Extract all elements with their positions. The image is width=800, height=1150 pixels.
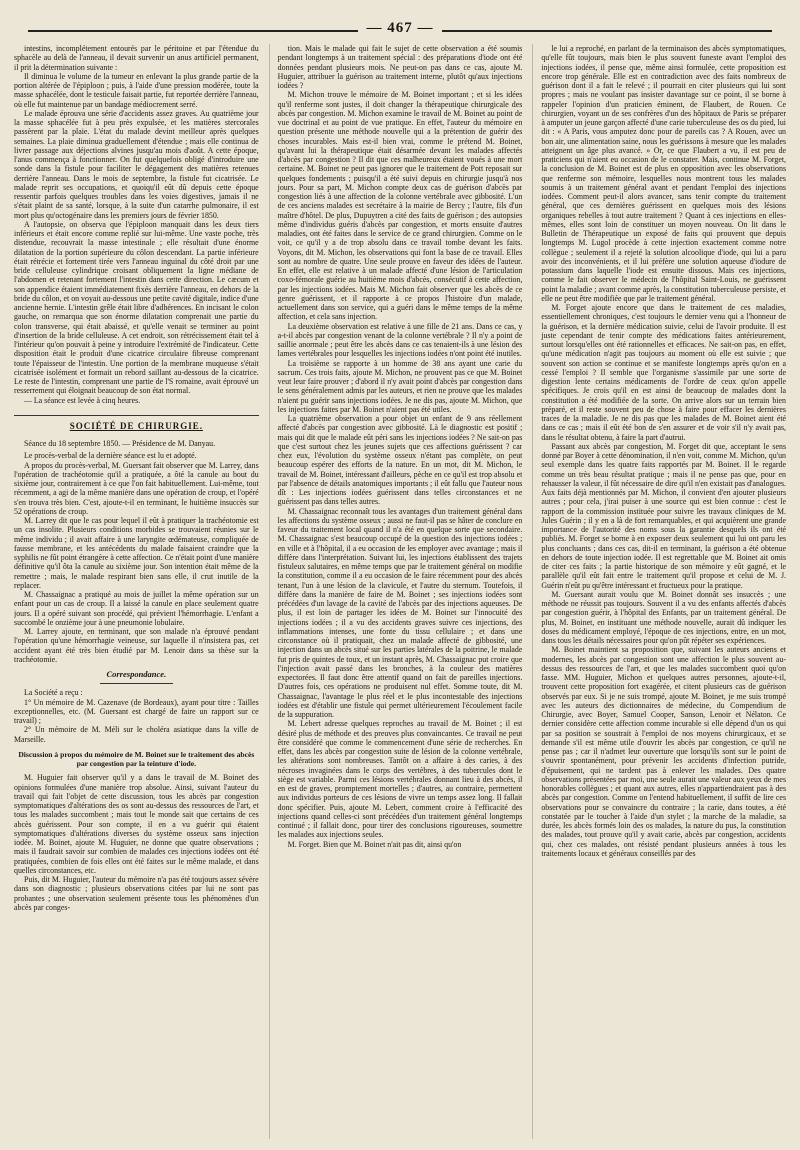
paragraph: M. Lebert adresse quelques reproches au travail de M. Boinet ; il est désiré plus de méthode et des preuves plus convaincantes. Ce travail ne peut être considéré que comme le commencement d'une série de recherches. En effet, dans les abcès par congestion suite de lésion de la colonne vertébrale, les altérations sont nombreuses. Tantôt on a affaire à des caries, à des nécroses invaginées dans le corps des vertèbres, à des tubercules dont le siège est variable. Parmi ces lésions vertébrales donnant lieu à des abcès, il en est de graves, promptement mortelles ; d'autres, au contraire, permettent aux individus porteurs de ces lésions de vivre un temps assez long. Il fallait donc spécifier. Puis, ajoute M. Lebert, comment croire à l'efficacité des injections quand celles-ci sont précédées d'un traitement général longtemps continué ; il fallait donc, pour tirer des conclusions rigoureuses, soumettre les malades aux injections seules. xyxy=(277,719,523,840)
paragraph: M. Forget. Bien que M. Boinet n'ait pas dit, ainsi qu'on xyxy=(287,839,462,849)
paragraph: A l'autopsie, on observa que l'épiploon manquait dans les deux tiers inférieurs et était encore comme replié sur lui-même. Une vaste poche, très distendue, recouvrait la masse intestinale ; elle résultait d'une énorme dilatation de la portion supérieure du côlon descendant. La partie inférieure était rétrécie et fortement tirée vers l'anneau inguinal du côté droit par une bride celluleuse cylindrique croisant obliquement la ligne médiane de l'abdomen et retenant fortement l'intestin dans cette direction. Le cæcum et son appendice étaient immédiatement fixés derrière l'anneau, en dehors de la bride du côlon, et on voyait au-dessous une petite cavité digitale, indice d'une ancienne hernie. L'intestin grêle était libre d'adhérences. En incisant le colon gauche, on remarqua que son énorme dilatation comprenait une partie du colon transverse, qui était abaissé, et qu'elle venait se terminer au point d'insertion de la bride celluleuse. A cet endroit, son rétrécissement était tel à l'intérieur qu'on pouvait à peine y introduire l'extrémité de l'indicateur. Cette disposition était le produit d'une cicatrice circulaire fibreuse comprenant toute l'épaisseur de l'intestin. Une portion de la membrane muqueuse s'était cicatrisée isolément et formait un rebord saillant au-dessous de la cicatrice. Le reste de l'intestin, comprenant une partie de l'S romaine, avait éprouvé un resserrement qui éloignait beaucoup de son état normal. xyxy=(14,219,259,396)
paragraph: M. Boinet maintient sa proposition que, suivant les auteurs anciens et modernes, les abcès par congestion sont une affection le plus souvent au-dessus des ressources de l'art, et que les malades succombent quoi qu'on fasse. MM. Huguier, Michon et quelques autres personnes, ajoute-t-il, trouvent cette proposition fort exagérée, et citent plusieurs cas de guérison observés par eux. Si je ne suis trompé, ajoute M. Boinet, je me suis trompé avec les auteurs des dictionnaires de médecine, du Compendium de Chirurgie, avec Boyer, Samuel Cooper, Sanson, Lenoir et Nélaton. Ce dernier considère cette affection comme incurable si elle dépend d'un os qui par sa position se soustrait à l'emploi de nos moyens chirurgicaux, et se demande s'il est même utile d'ouvrir les abcès par congestion, ce qu'il ne pense pas ; car il n'admet leur ouverture que lorsqu'ils sont sur le point de s'ouvrir spontanément, pour prévenir les accidents d'infection putride, d'épuisement, qui ne tardent pas à enlever les malades. Des quatre observations présentées par moi, une seule aurait une valeur aux yeux de mes honorables collègues ; et quant aux autres, elles n'appartiendraient pas à des abcès par congestion. Comme on l'entend habituellement, il suffit de lire ces observations pour se convaincre du contraire ; la carie, dans toutes, a été constatée par le toucher à l'aide d'un stylet ; la marche de la maladie, sa durée, les abcès formés loin des os malades, la nature du pus, la constitution des malades, tout prouve qu'il y avait carie, abcès par congestion, accidents qui, chez ces malades, ont résisté pendant plusieurs années à tous les traitements locaux et généraux conseillés par des xyxy=(541,645,787,858)
paragraph: La quatrième observation a pour objet un enfant de 9 ans réellement affecté d'abcès par congestion avec gibbosité. Là le diagnostic est positif ; mais qui dit que le malade eût péri sans les injections iodées ? Ne sait-on pas que c'est surtout chez les jeunes sujets que ces affections guérissent ? car chez eux, l'évolution du système osseux n'étant pas complète, on peut beaucoup espérer des efforts de la nature. En un mot, dit M. Michon, le travail de M. Boinet, intéressant d'ailleurs, pèche en ce qu'il est trop absolu et par l'absence de détails anatomiques importants ; il eût fallu que l'auteur nous dît : Les injections iodées guérissent dans telles circonstances et ne guérissent pas dans telles autres. xyxy=(277,414,523,507)
paragraph: Le procès-verbal de la dernière séance est lu et adopté. xyxy=(24,451,197,461)
paragraph: M. Larrey ajoute, en terminant, que son malade n'a éprouvé pendant l'opération qu'une hémorrhagie veineuse, sur laquelle il n'insistera pas, cet accident ayant été très bien étudié par M. Lenoir dans sa thèse sur la trachéotomie. xyxy=(14,627,259,664)
paragraph: Passant aux abcès par congestion, M. Forget dit que, acceptant le sens donné par Boyer à cette dénomination, il n'en voit, comme M. Michon, qu'un seul exemple dans les quatre faits rapportés par M. Boinet. Il le regarde comme un très beau résultat pratique ; mais il ne pense pas que, pour en rehausser la valeur, il fût nécessaire de dire qu'il n'en existait pas d'analogues. Aux faits déjà mentionnés par M. Michon, il convient d'en ajouter plusieurs autres ; pour cela, j'irai puiser à une source qui est bien connue : c'est le rapport de la commission instituée pour suivre les travaux cliniques de M. Jules Guérin ; il y en a là de fort remarquables, et qui acquièrent une grande importance de l'autorité des noms sous la garantie desquels ils ont été publiés. M. Forget se borne à en exposer deux seulement qui lui ont paru les plus concluants ; dans ces cas, dit-il en terminant, la guérison a été obtenue en dehors de toute injection iodée. Il est regrettable que M. Boinet ait omis de citer ces faits ; la partie historique de son mémoire y eût gagné, et le parallèle qu'il eût fait entre le traitement qu'il propose et celui de M. J. Guérin n'eût pu qu'être intéressant et fructueux pour la pratique. xyxy=(541,441,787,590)
page-number: — 467 — xyxy=(366,20,434,36)
paragraph: La deuxième observation est relative à une fille de 21 ans. Dans ce cas, y a-t-il abcès par congestion venant de la colonne vertébrale ? Il n'y a point de saillie anormale ; peut être les abcès dans ce cas tenaient-ils à une lésion des lames vertébrales pour lesquelles les injections iodées n'ont point été inutiles. xyxy=(277,321,523,359)
paragraph: Il diminua le volume de la tumeur en enlevant la plus grande partie de la portion altérée de l'épiploon ; puis, à l'aide d'une pression modérée, toute la masse sphacélée, dont le testicule faisait partie, fut reportée derrière l'anneau, où elle fut maintenue par un bandage médiocrement serré. xyxy=(14,71,259,109)
paragraph: M. Michon trouve le mémoire de M. Boinet important ; et si les idées qu'il renferme sont justes, il doit changer la thérapeutique chirurgicale des abcès par congestion. M. Michon examine le travail de M. Boinet au point de vue doctrinal et au point de vue pratique. En effet, l'auteur du mémoire en question présente une méthode nouvelle qui a la prétention de guérir des choses incurables. Mais est-il bien vrai, comme le prétend M. Boinet, qu'avant lui la thérapeutique était désarmée devant les malades affectés d'abcès par congestion ? Il dit que ces malheureux étaient voués à une mort certaine. M. Boinet ne peut pas ignorer que le traitement de Pott reposait sur quelques fondements ; puisqu'il a été suivi depuis en chirurgie jusqu'à nos jours. Pour sa part, M. Michon compte deux cas de guérison d'abcès par congestion liés à une affection de la colonne vertébrale avec gibbosité. L'un de ces anciens malades est secrétaire à la mairie de Bercy ; l'autre, fils d'un maître d'hôtel. De plus, Dupuytren a cité des faits de guérison ; des autopsies même d'individus guéris d'abcès par congestion, et morts ensuite d'autres maladies, ont été faites dans le service de ce grand chirurgien. Comme on le voit, ce qu'il y a de trop absolu dans ce travail tombe devant les faits. Voyons, dit M. Michon, les observations qui font la base de ce travail. Elles sont au nombre de quatre. Une seule prouve en faveur des idées de l'auteur. En effet, elle est relative à un malade affecté d'une lésion de l'articulation coxo-fémorale guérie au huitième mois d'abcès, consécutif à cette affection, par les injections iodées. Mais M. Michon fait observer que les abcès de ce genre guérissent, et il rapporte à ce propos l'histoire d'un malade, actuellement dans son service, qui a guéri dans le même temps de la même affection, et cela sans injection. xyxy=(277,90,523,322)
paragraph: A propos du procès-verbal, M. Guersant fait observer que M. Larrey, dans l'opération de trachéotomie qu'il a pratiquée, a ôté la canule au bout du sixième jour, contrairement à ce que l'on fait habituellement. Lui-même, tout récemment, a agi de la même manière dans une opération de croup, et l'opéré s'en trouva très bien. C'est, ajoute-t-il en terminant, le huitième insuccès sur 52 opérations de croup. xyxy=(14,460,259,516)
section-divider xyxy=(14,415,259,416)
paragraph: tion. Mais le malade qui fait le sujet de cette observation a été soumis pendant longtemps à un traitement spécial : des préparations d'iode ont été données pendant plusieurs mois. Ne peut-on pas dans ce cas, ajoute M. Huguier, attribuer la guérison au traitement interne, plutôt qu'aux injections iodées ? xyxy=(277,44,523,90)
paragraph: M. Larrey dit que le cas pour lequel il eût à pratiquer la trachéotomie est un cas insolite. Plusieurs conditions morbides se trouvaient réunies sur le même individu ; il avait affaire à une laryngite œdémateuse, compliquée de fausse membrane, et les antécédents du malade faisaient craindre que la syphilis ne fût point étrangère à cette affection. Ce n'était point d'une manière définitive qu'il ôta la canule au sixième jour. Son intention était même de la remettre ; mais, le malade respirant bien sans elle, il crut inutile de la replacer. xyxy=(14,516,259,590)
column-3 xyxy=(532,44,786,1139)
society-title: SOCIÉTÉ DE CHIRURGIE. xyxy=(69,420,203,431)
paragraph: M. Chassaignac a pratiqué au mois de juillet la même opération sur un enfant pour un cas de croup. Il a laissé la canule en place seulement quatre jours. Il a opéré suivant son procédé, qui prévient l'hémorrhagie. L'enfant a succombé le onzième jour à une pneumonie lobulaire. xyxy=(14,590,259,627)
paragraph: M. Forget ajoute encore que dans le traitement de ces maladies, essentiellement chroniques, c'est toujours le dernier venu qui a l'honneur de la guérison, et la dernière médication suivie, celui de l'avoir produite. Il est juste cependant de tenir compte des médications faites antérieurement, surtout lorsqu'elles ont été rationnelles et efficaces. Ne sait-on pas, en effet, qu'une médication n'agit pas toujours au moment où elle est suivie ; que souvent son action se continue et se manifeste longtemps après qu'on en a cessé l'emploi ? Il semble que l'organisme s'assimile par une sorte de digestion lente certains médicaments de l'ordre de ceux qu'on appelle spécifiques. Je crois qu'il en est ainsi de beaucoup de malades dont la constitution a été modifiée de la sorte. On arrive alors sur un terrain bien préparé, et il reste souvent peu de chose à faire pour effacer les dernières traces de la maladie. Je ne dis pas que les malades de M. Boinet aient été dans ce cas ; mais il eût été bon de s'en assurer et de voir s'il n'y avait pas, dans le résultat obtenu, à faire la part d'autrui. xyxy=(541,303,787,442)
paragraph: 1° Un mémoire de M. Cazenave (de Bordeaux), ayant pour titre : Tailles exceptionnelles, etc. (M. Guersant est chargé de faire un rapport sur ce travail) ; xyxy=(14,697,259,725)
paragraph: intestins, incomplétement entourés par le péritoine et par l'étendue du sphacèle au delà de l'anneau, il devait survenir un anus artificiel permanent, il prit la détermination suivante : xyxy=(14,44,259,72)
correspondance-heading: Correspondance. xyxy=(106,669,167,679)
paragraph: le lui a reproché, en parlant de la terminaison des abcès symptomatiques, qu'elle fût toujours, mais bien le plus souvent funeste avant l'emploi des injections iodées, il pense que, même ainsi formulée, cette proposition est encore trop générale. Elle est en contradiction avec des faits nombreux de guérison dont il a fait le relevé ; il pourrait en citer plusieurs qui lui sont propres ; mais ne voulant pas insister davantage sur ce point, il se borne à rappeler l'opinion d'un praticien éminent, de Flaubert, de Rouen. Ce chirurgien, voyant un de ses confrères d'un des hôpitaux de Paris se préparer à amputer un jeune garçon affecté d'une carie tuberculeuse des os du pied, lui dit : « A Paris, vous amputez donc pour de pareils cas ? A Rouen, avec un bon air, une alimentation saine, nous les guérissons à mesure que les malades atteignent un âge plus avancé. » Or, ce que Flaubert a vu, il est peu de praticiens qui n'aient eu occasion de le constater. Mais, continue M. Forget, la conclusion de M. Boinet est de plus en opposition avec les observations que renferme son mémoire, lesquelles nous montrent tous les malades soumis à un traitement général avant et pendant l'emploi des injections iodées. Comment peut-il alors avancer, sans tenir compte du traitement général, que ces dernières guérissent en quelques mois des lésions organiques rebelles à tout autre traitement ? Quant à ces injections en elles-mêmes, elles sont loin de constituer un moyen nouveau. On lit dans le Bulletin de Thérapeutique un exposé de faits qui prouvent que depuis longtemps M. Lugol procède à cette injection exactement comme notre collègue ; seulement il a rejeté la solution alcoolique d'iode, qui lui a paru avoir des inconvénients, et il lui préfère une solution aqueuse d'iodure de potassium dans laquelle l'iode est ensuite dissous. Mais ces injections, comme le fait observer le médecin de l'hôpital Saint-Louis, ne guérissent point la maladie ; avant comme après, la constitution tuberculeuse persiste, et elle ne peut être modifiée que par le traitement général. xyxy=(541,44,787,303)
paragraph: La troisième se rapporte à un homme de 38 ans ayant une carie du sacrum. Ces trois faits, ajoute M. Michon, ne prouvent pas ce que M. Boinet veut leur faire prouver ; d'abord il n'y avait point d'abcès par congestion dans le sens généralement admis par les auteurs, et rien ne prouve que les malades n'aient pu guérir sans injections iodées. Je ne dis pas, ajoute M. Michon, que les injections faites par M. Boinet n'aient pas été utiles. xyxy=(277,358,523,414)
column-2 xyxy=(269,44,523,1139)
column-1 xyxy=(14,44,259,1139)
session-closing: — La séance est levée à cinq heures. xyxy=(24,395,141,405)
text-columns xyxy=(14,44,786,1139)
paragraph: 2° Un mémoire de M. Méli sur le choléra asiatique dans la ville de Marseille. xyxy=(14,725,259,744)
paragraph: La Société a reçu : xyxy=(24,688,83,698)
paragraph: M. Huguier fait observer qu'il y a dans le travail de M. Boinet des opinions formulées d'une manière trop absolue. Ainsi, suivant l'auteur du travail qui fait l'objet de cette discussion, tous les abcès par congestion symptomatiques d'altérations des os sont au-dessus des ressources de l'art, et tous les malades succombent ; mais tout le monde sait que certains de ces abcès guérissent. Pour son compte, il en a vu guérir qui étaient symptomatiques d'altérations diverses du système osseux sans injection iodée. M. Boinet, ajoute M. Huguier, ne donne que quatre observations ; mais il faudrait savoir sur combien de malades ces injections iodées ont été pratiquées, combien de fois elles ont été faites sur le même malade, et dans quelles circonstances, etc. xyxy=(14,773,259,875)
paragraph: M. Guersant aurait voulu que M. Boinet donnât ses insuccès ; une méthode ne réussit pas toujours. Souvent il a vu des enfants affectés d'abcès par congestion guérir, à l'hôpital des Enfants, par un traitement général. De plus, M. Boinet, en instituant une méthode nouvelle, aurait dû indiquer les doses du médicament employé, l'époque de ces injections, entre, en un mot, dans tous les détails nécessaires pour qu'on pût répéter ses expériences. xyxy=(541,589,787,645)
discussion-heading: Discussion à propos du mémoire de M. Boinet sur le traitement des abcès par congestion par la teinture d'iode. xyxy=(18,749,255,768)
paragraph: M. Chassaignac reconnaît tous les avantages d'un traitement général dans les affections du système osseux ; aussi ne faut-il pas se hâter de conclure en faveur du traitement local quand il n'a été en quelque sorte que secondaire. M. Chassaignac s'est beaucoup occupé de la question des injections iodées ; en ville et à l'hôpital, il a eu occasion de les employer avec avantage ; mais il diffère dans l'interprétation. Suivant lui, les injections établissent des trajets fistuleux salutaires, en même temps que par le traitement général on modifie la constitution, comme il a eu occasion de le faire récemment pour des abcès tenant, l'un à une lésion de la clavicule, et l'autre du sternum. Toutefois, il diffère dans la manière de faire de M. Boinet ; ses injections iodées sont précédées d'un lavage de la cavité de l'abcès par des injections aqueuses. De plus, il est loin de partager les idées de M. Boinet sur l'innocuité des injections iodées ; il a vu des accidents graves suivre ces injections, des inflammations intenses, une fonte du tissu cellulaire ; et dans une circonstance où il pratiquait, chez un malade affecté de gibbosité, une injection dans un abcès situé sur les parties latérales de la poitrine, le malade fut pris de quintes de toux, et un instant après, M. Chassaignac put croire que l'injection avait passé dans les bronches, à la couleur des matières expectorées. Il faut donc être attentif quand on fait de pareilles injections. D'autres fois, ces opérations ne produisent nul effet. Somme toute, dit M. Chassaignac, l'avantage le plus réel et le plus incontestable des injections iodées est d'établir une fistule qui permet ultérieurement l'écoulement facile de la suppuration. xyxy=(277,506,523,719)
subheading-rule xyxy=(100,683,173,684)
paragraph: Puis, dit M. Huguier, l'auteur du mémoire n'a pas été toujours assez sévère dans son diagnostic ; plusieurs observations citées par lui ne sont pas probantes ; une observation seulement présente tous les phénomènes d'un abcès par conges- xyxy=(14,875,259,912)
paragraph: Le malade éprouva une série d'accidents assez graves. Au quatrième jour la masse sphacélée fut à peu près expulsée, et les matières stercorales passèrent par la plaie. L'état du malade devint meilleur après quelques semaines. La plaie diminua graduellement d'étendue ; mais elle continua de livrer passage aux déjections alvines jusqu'au mois d'août. A cette époque, l'anus commença à fonctionner. On fut quelquefois obligé d'introduire une sonde dans la fistule pour faciliter le dégagement des matières retenues derrière l'anneau. Dans le mois de septembre, la fistule fut cicatrisée. Le malade reprit ses occupations, et quoiqu'il eût dû depuis cette époque ressentir parfois quelques troubles dans les voies digestives, jamais il ne s'était plaint de sa santé, lorsque, à la suite d'un catarrhe pulmonaire, il est mort plus qu'octogénaire dans les premiers jours de février 1850. xyxy=(14,108,259,220)
header-rule-right xyxy=(442,30,772,32)
page-header xyxy=(14,18,786,44)
session-heading: Séance du 18 septembre 1850. — Présidence de M. Danyau. xyxy=(24,439,216,448)
